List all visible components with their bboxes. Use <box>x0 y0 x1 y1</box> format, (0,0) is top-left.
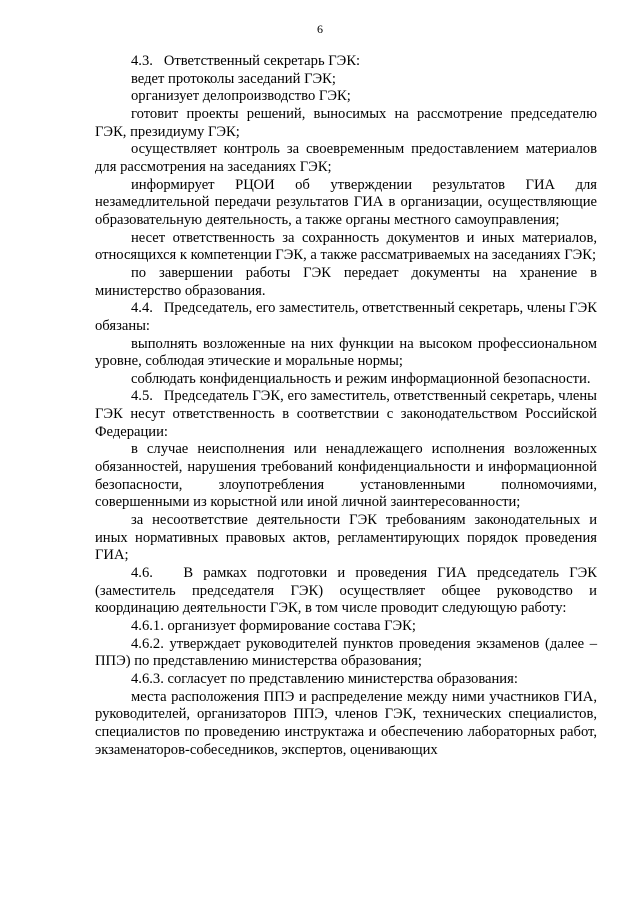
paragraph-4-3-item: осуществляет контроль за своевременным предоставлением материалов для рассмотрения на заседаниях ГЭК; <box>95 141 597 175</box>
paragraph-4-6-3-item: места расположения ППЭ и распределение между ними участников ГИА, руководителей, организаторов ППЭ, членов ГЭК, технических специалистов, специалистов по проведению инструктажа и обеспечению лабораторных работ, экзаменаторов-собеседников, экспертов, оценивающих <box>95 688 597 758</box>
paragraph-4-5-item: в случае неисполнения или ненадлежащего исполнения возложенных обязанностей, нарушения требований конфиденциальности и информационной безопасности, злоупотребления установленными полномочиями, совершенными из корыстной или иной личной заинтересованности; <box>95 441 597 511</box>
paragraph-4-4-item: соблюдать конфиденциальность и режим информационной безопасности. <box>131 370 591 387</box>
paragraph-4-3-item: по завершении работы ГЭК передает документы на хранение в министерство образования. <box>95 264 597 299</box>
paragraph-4-5-item: за несоответствие деятельности ГЭК требованиям законодательных и иных нормативных правовых актов, регламентирующих порядок проведения ГИА; <box>95 512 597 564</box>
paragraph-4-3-item: информирует РЦОИ об утверждении результатов ГИА для незамедлительной передачи результатов ГИА в организации, осуществляющие образовательную деятельность, а также органы местного самоуправления; <box>95 176 597 228</box>
paragraph-4-3-item: несет ответственность за сохранность документов и иных материалов, относящихся к компетенции ГЭК, а также рассматриваемых на заседаниях ГЭК; <box>95 229 597 264</box>
paragraph-4-6-2: 4.6.2. утверждает руководителей пунктов проведения экзаменов (далее – ППЭ) по представлению министерства образования; <box>95 635 597 670</box>
paragraph-4-3-item: готовит проекты решений, выносимых на рассмотрение председателю ГЭК, президиуму ГЭК; <box>95 105 597 140</box>
paragraph-4-4-item: выполнять возложенные на них функции на высоком профессиональном уровне, соблюдая этические и моральные нормы; <box>95 335 597 370</box>
document-body <box>95 53 597 759</box>
paragraph-4-6-3: 4.6.3. согласует по представлению министерства образования: <box>131 670 518 687</box>
paragraph-4-3-heading: 4.3. Ответственный секретарь ГЭК: <box>131 53 361 69</box>
paragraph-4-6-heading: 4.6. В рамках подготовки и проведения ГИА председатель ГЭК (заместитель председателя ГЭК) осуществляет общее руководство и координацию деятельности ГЭК, в том числе проводит следующую работу: <box>95 565 597 617</box>
paragraph-4-6-1: 4.6.1. организует формирование состава ГЭК; <box>131 618 416 634</box>
paragraph-4-4-heading: 4.4. Председатель, его заместитель, ответственный секретарь, члены ГЭК обязаны: <box>95 300 597 334</box>
paragraph-4-5-heading: 4.5. Председатель ГЭК, его заместитель, ответственный секретарь, члены ГЭК несут ответственность в соответствии с законодательством Российской Федерации: <box>95 388 597 440</box>
paragraph-4-3-item: ведет протоколы заседаний ГЭК; <box>131 70 336 87</box>
paragraph-4-3-item: организует делопроизводство ГЭК; <box>131 88 351 105</box>
page-number: 6 <box>317 22 323 36</box>
